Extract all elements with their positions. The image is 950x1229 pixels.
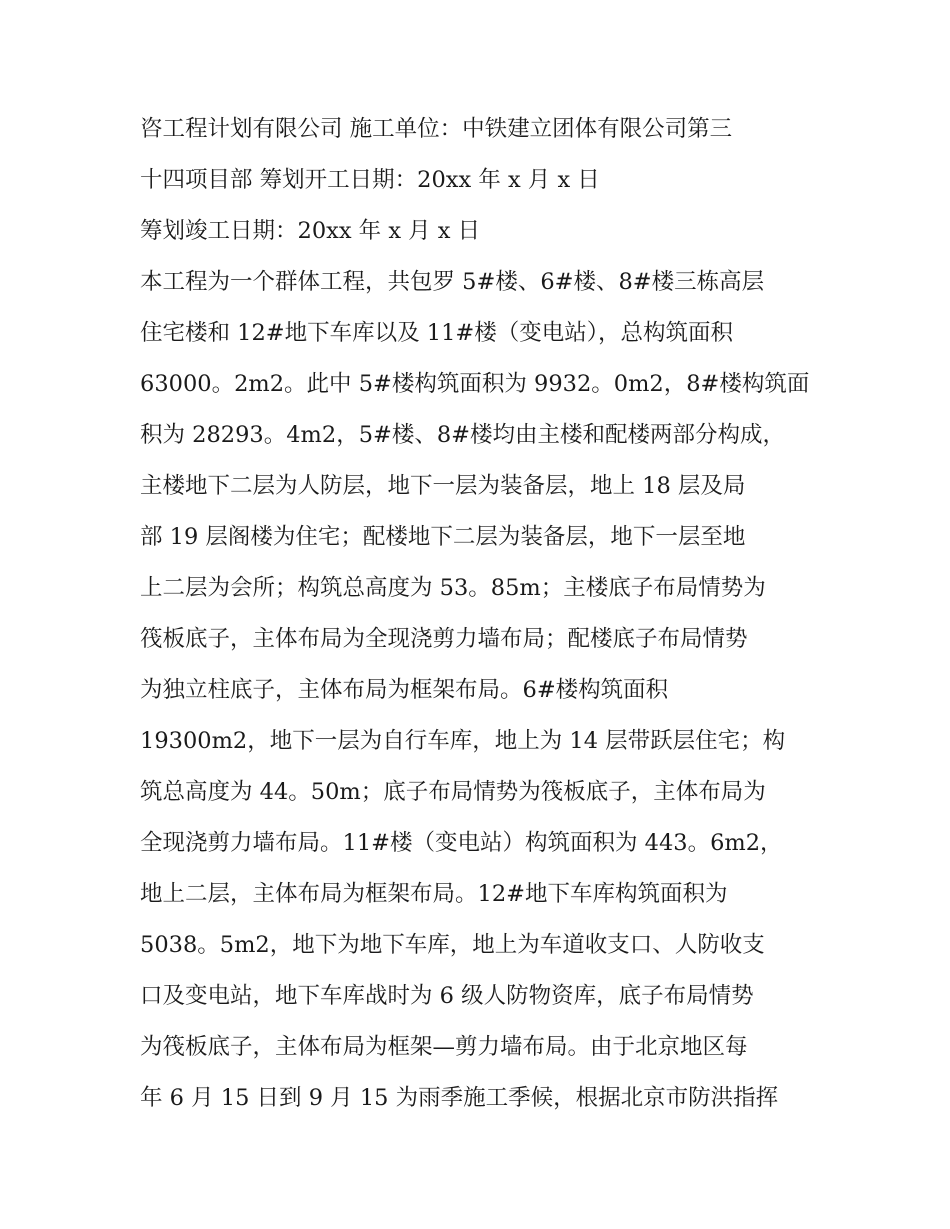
text-line-12: 为独立柱底子，主体布局为框架布局。6#楼构筑面积 [140,677,669,703]
text-line-7: 积为 28293。4m2，5#楼、8#楼均由主楼和配楼两部分构成， [140,422,786,448]
text-line-1: 咨工程计划有限公司 施工单位：中铁建立团体有限公司第三 [140,116,733,142]
text-line-3: 筹划竣工日期：20xx 年 x 月 x 日 [140,218,481,244]
text-line-11: 筏板底子，主体布局为全现浇剪力墙布局；配楼底子布局情势 [140,626,748,652]
text-line-16: 地上二层，主体布局为框架布局。12#地下车库构筑面积为 [140,881,728,907]
text-line-15: 全现浇剪力墙布局。11#楼（变电站）构筑面积为 443。6m2， [140,830,783,856]
text-line-8: 主楼地下二层为人防层，地下一层为装备层，地上 18 层及局 [140,473,746,499]
text-line-2: 十四项目部 筹划开工日期：20xx 年 x 月 x 日 [140,167,600,193]
text-line-5: 住宅楼和 12#地下车库以及 11#楼（变电站），总构筑面积 [140,320,734,346]
text-line-14: 筑总高度为 44。50m；底子布局情势为筏板底子，主体布局为 [140,779,766,805]
text-line-6: 63000。2m2。此中 5#楼构筑面积为 9932。0m2，8#楼构筑面 [140,371,810,397]
text-line-10: 上二层为会所；构筑总高度为 53。85m；主楼底子布局情势为 [140,575,766,601]
text-line-4: 本工程为一个群体工程，共包罗 5#楼、6#楼、8#楼三栋高层 [140,269,765,295]
text-line-17: 5038。5m2，地下为地下车库，地上为车道收支口、人防收支 [140,932,765,958]
text-line-19: 为筏板底子，主体布局为框架—剪力墙布局。由于北京地区每 [140,1034,748,1060]
text-line-13: 19300m2，地下一层为自行车库，地上为 14 层带跃层住宅；构 [140,728,786,754]
text-line-18: 口及变电站，地下车库战时为 6 级人防物资库，底子布局情势 [140,983,754,1009]
text-line-9: 部 19 层阁楼为住宅；配楼地下二层为装备层，地下一层至地 [140,524,746,550]
body-text [140,104,820,1124]
text-line-20: 年 6 月 15 日到 9 月 15 为雨季施工季候，根据北京市防洪指挥 [140,1085,779,1111]
